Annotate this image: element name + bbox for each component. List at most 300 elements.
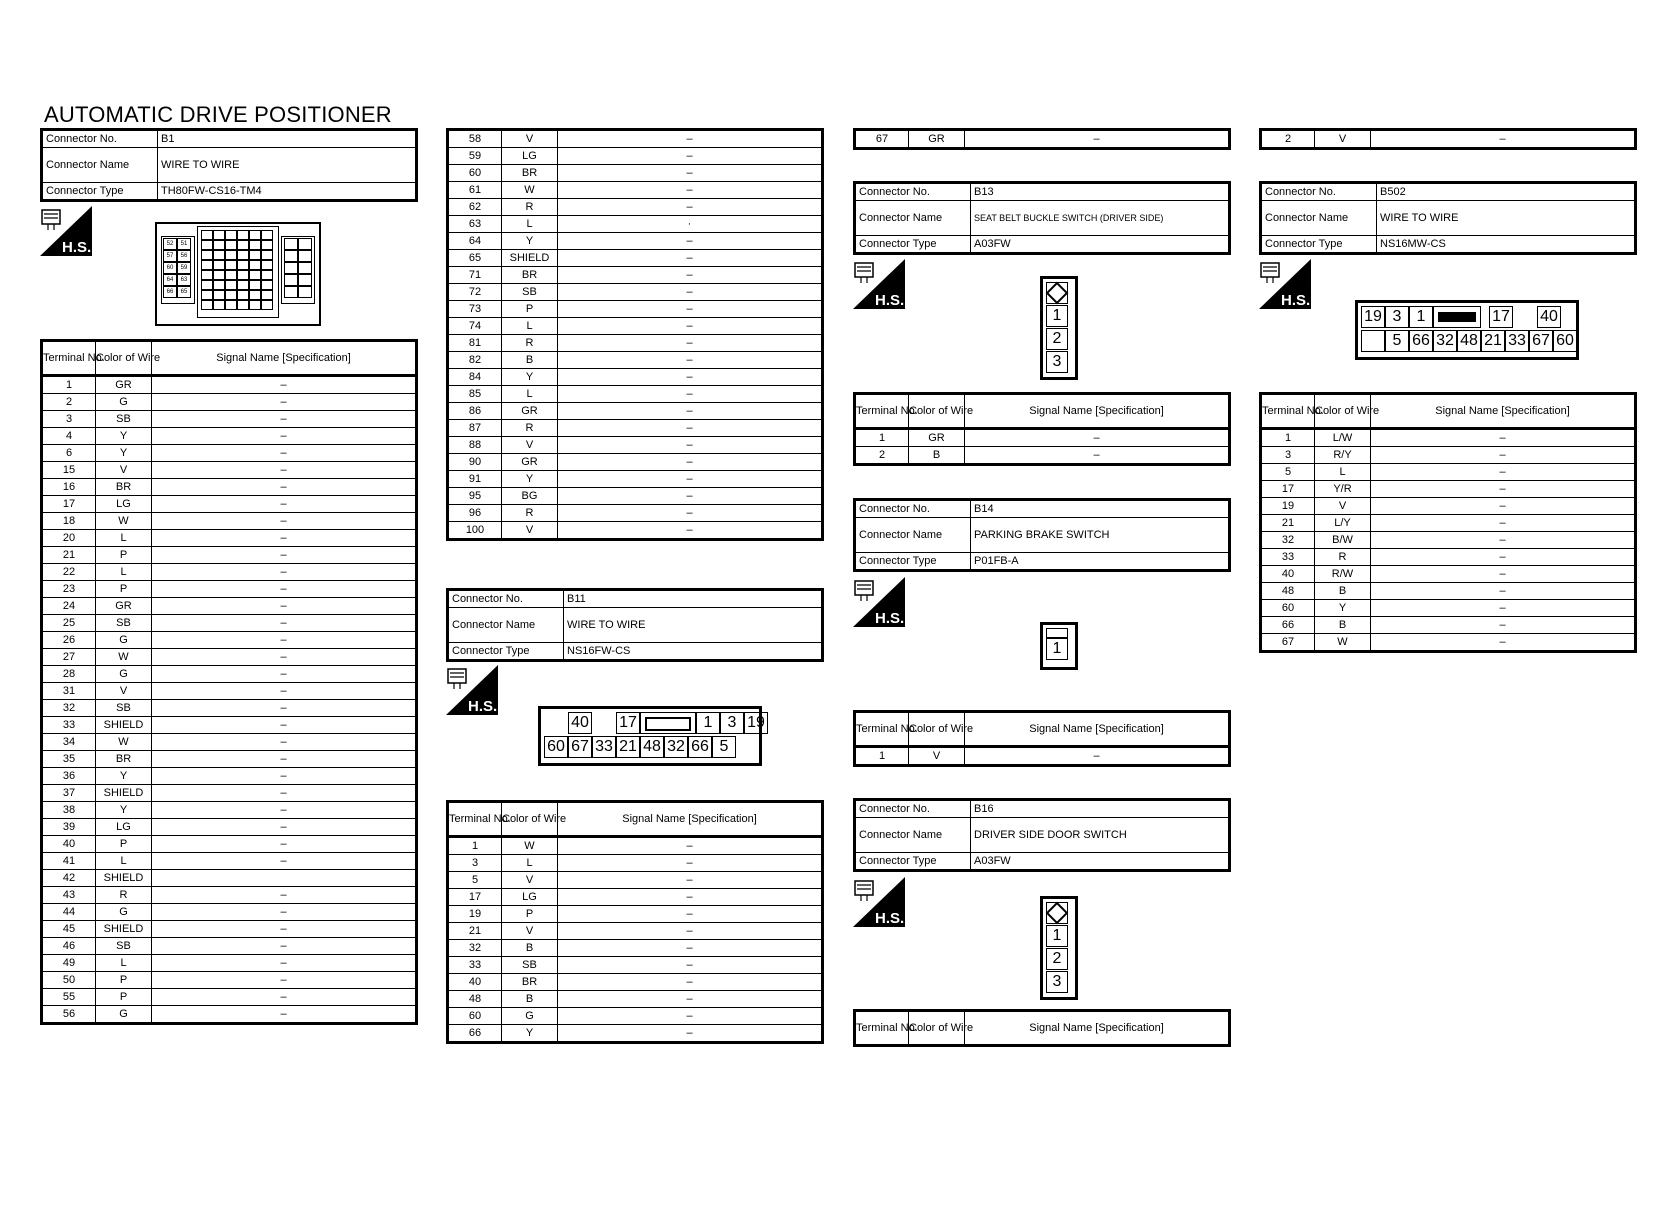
pin-cell	[237, 240, 249, 250]
color-cell: V	[96, 462, 152, 479]
connector-name-value: SEAT BELT BUCKLE SWITCH (DRIVER SIDE)	[971, 201, 1230, 236]
pin-cell	[201, 270, 213, 280]
terminal-cell: 17	[448, 889, 502, 906]
connector-name-value: WIRE TO WIRE	[1377, 201, 1636, 236]
color-cell: Y	[502, 233, 558, 250]
terminal-cell: 19	[1261, 498, 1315, 515]
b1-connector-face	[155, 222, 321, 326]
table-row	[42, 955, 417, 972]
pin-cell	[249, 300, 261, 310]
color-cell: V	[502, 130, 558, 148]
pin-cell	[237, 290, 249, 300]
hs-label: H.S.	[1281, 292, 1311, 309]
color-cell: G	[96, 904, 152, 921]
table-row	[448, 855, 823, 872]
signal-cell: –	[558, 974, 823, 991]
pin-cell	[249, 280, 261, 290]
column-1	[40, 128, 418, 202]
connector-type-label: Connector Type	[42, 183, 158, 201]
signal-cell: –	[558, 165, 823, 182]
terminal-cell: 40	[42, 836, 96, 853]
pin-cell: 2	[1046, 328, 1068, 350]
table-row	[855, 130, 1230, 149]
column-3-b14	[853, 498, 1231, 572]
signal-cell: –	[152, 819, 417, 836]
color-cell: Y	[96, 768, 152, 785]
signal-cell: –	[558, 301, 823, 318]
table-row	[448, 335, 823, 352]
terminal-cell: 6	[42, 445, 96, 462]
table-row	[448, 923, 823, 940]
pin-cell: 21	[1481, 330, 1505, 352]
terminal-cell: 85	[448, 386, 502, 403]
pin-cell: 67	[1529, 330, 1553, 352]
pin-cell	[225, 240, 237, 250]
connector-type-label: Connector Type	[855, 236, 971, 254]
pin-cell: 3	[1046, 351, 1068, 373]
pin-cell	[213, 250, 225, 260]
terminal-cell: 22	[42, 564, 96, 581]
b11-terminal-table-wrap	[446, 800, 824, 1044]
terminal-cell: 73	[448, 301, 502, 318]
b1-terminal-table-cont	[446, 128, 824, 541]
column-3-b16	[853, 798, 1231, 872]
key-slot	[1046, 628, 1068, 638]
terminal-cell: 65	[448, 250, 502, 267]
b16-cont-row-wrap	[1259, 128, 1637, 150]
color-cell: SB	[96, 411, 152, 428]
table-row	[448, 199, 823, 216]
terminal-cell: 2	[1261, 130, 1315, 149]
pin-cell: 33	[592, 736, 616, 758]
key-slot	[1046, 902, 1068, 924]
hs-label: H.S.	[875, 292, 905, 309]
pin-cell: 5	[712, 736, 736, 758]
terminal-cell: 41	[42, 853, 96, 870]
table-row	[448, 837, 823, 855]
color-cell: P	[96, 989, 152, 1006]
table-row	[42, 802, 417, 819]
pin-cell: 48	[640, 736, 664, 758]
terminal-cell: 66	[1261, 617, 1315, 634]
pin-cell	[225, 250, 237, 260]
color-cell: V	[96, 683, 152, 700]
signal-cell: –	[152, 751, 417, 768]
color-cell: Y/R	[1315, 481, 1371, 498]
b11-cont-row-wrap	[853, 128, 1231, 150]
color-cell: R	[1315, 549, 1371, 566]
color-cell: W	[1315, 634, 1371, 652]
pin-cell: 64	[163, 274, 177, 286]
color-cell: G	[502, 1008, 558, 1025]
color-cell: L	[1315, 464, 1371, 481]
signal-cell: –	[152, 632, 417, 649]
pin-cell: 33	[1505, 330, 1529, 352]
pin-cell: 1	[696, 712, 720, 734]
harness-side-icon	[40, 206, 92, 256]
pin-cell	[298, 250, 312, 262]
pin-cell: 65	[177, 286, 191, 298]
pin-cell	[201, 290, 213, 300]
table-row	[448, 889, 823, 906]
terminal-cell: 27	[42, 649, 96, 666]
table-row	[42, 581, 417, 598]
signal-cell: ·	[558, 216, 823, 233]
pin-cell: 66	[688, 736, 712, 758]
b502-terminal-table-wrap	[1259, 392, 1637, 653]
terminal-cell: 64	[448, 233, 502, 250]
color-cell: Y	[502, 471, 558, 488]
table-row	[42, 972, 417, 989]
connector-name-value: WIRE TO WIRE	[158, 148, 417, 183]
hs-label: H.S.	[468, 698, 498, 715]
table-row	[42, 785, 417, 802]
pin-cell: 3	[1385, 306, 1409, 328]
signal-cell: –	[558, 940, 823, 957]
signal-cell: –	[558, 369, 823, 386]
connector-type-label: Connector Type	[1261, 236, 1377, 254]
table-row	[448, 386, 823, 403]
connector-no-label: Connector No.	[855, 183, 971, 201]
connector-no-value: B13	[971, 183, 1230, 201]
table-row	[42, 547, 417, 564]
signal-cell: –	[152, 938, 417, 955]
signal-cell: –	[558, 352, 823, 369]
connector-name-value: WIRE TO WIRE	[564, 608, 823, 643]
signal-cell: –	[152, 921, 417, 938]
table-row	[855, 447, 1230, 465]
connector-no-value: B502	[1377, 183, 1636, 201]
connector-name-label: Connector Name	[855, 518, 971, 553]
signal-name-header: Signal Name [Specification]	[965, 394, 1230, 429]
table-row	[448, 420, 823, 437]
pin-cell	[261, 240, 273, 250]
signal-cell: –	[558, 318, 823, 335]
table-row	[1261, 464, 1636, 481]
signal-cell: –	[1371, 566, 1636, 583]
terminal-cell: 82	[448, 352, 502, 369]
terminal-cell: 3	[448, 855, 502, 872]
color-cell: P	[96, 547, 152, 564]
terminal-cell: 88	[448, 437, 502, 454]
terminal-cell: 21	[1261, 515, 1315, 532]
b502-connector-face	[1355, 300, 1579, 360]
color-cell: GR	[502, 403, 558, 420]
signal-cell: –	[152, 462, 417, 479]
signal-cell: –	[558, 437, 823, 454]
table-row	[448, 906, 823, 923]
table-row	[42, 564, 417, 581]
signal-cell: –	[152, 904, 417, 921]
color-cell: P	[96, 581, 152, 598]
pin-cell	[249, 230, 261, 240]
signal-cell: –	[558, 403, 823, 420]
signal-cell: –	[152, 547, 417, 564]
terminal-no-header: Terminal No.	[855, 394, 909, 429]
color-cell: SB	[96, 615, 152, 632]
color-of-wire-header: Color of Wire	[909, 1011, 965, 1046]
table-row	[448, 318, 823, 335]
color-cell: W	[96, 734, 152, 751]
b14-terminal-table-wrap	[853, 710, 1231, 767]
table-row	[1261, 583, 1636, 600]
table-row	[448, 148, 823, 165]
terminal-cell: 60	[448, 165, 502, 182]
terminal-cell: 38	[42, 802, 96, 819]
table-row	[448, 872, 823, 889]
signal-cell: –	[965, 429, 1230, 447]
b1-terminal-table-wrap	[40, 339, 418, 1025]
signal-cell: –	[558, 250, 823, 267]
table-row	[42, 411, 417, 428]
color-cell: V	[502, 923, 558, 940]
pin-cell: 1	[1409, 306, 1433, 328]
table-row	[448, 974, 823, 991]
signal-cell: –	[152, 887, 417, 904]
signal-cell	[152, 870, 417, 887]
signal-cell: –	[152, 683, 417, 700]
color-cell: L/W	[1315, 429, 1371, 447]
pin-cell: 19	[1361, 306, 1385, 328]
terminal-cell: 100	[448, 522, 502, 540]
terminal-no-header: Terminal No.	[855, 1011, 909, 1046]
color-cell: SHIELD	[96, 870, 152, 887]
signal-cell: –	[1371, 498, 1636, 515]
color-of-wire-header: Color of Wire	[96, 341, 152, 376]
terminal-cell: 20	[42, 530, 96, 547]
b14-connector-face	[1040, 622, 1078, 670]
terminal-cell: 16	[42, 479, 96, 496]
signal-cell: –	[152, 564, 417, 581]
table-row	[448, 216, 823, 233]
signal-cell: –	[558, 454, 823, 471]
pin-cell	[284, 286, 298, 298]
connector-no-label: Connector No.	[855, 500, 971, 518]
connector-type-label: Connector Type	[448, 643, 564, 661]
pin-cell	[201, 260, 213, 270]
table-row	[42, 666, 417, 683]
terminal-cell: 37	[42, 785, 96, 802]
pin-cell: 3	[1046, 971, 1068, 993]
b11-terminal-table	[446, 800, 824, 1044]
signal-cell: –	[558, 1025, 823, 1043]
terminal-cell: 56	[42, 1006, 96, 1024]
color-cell: R/Y	[1315, 447, 1371, 464]
signal-cell: –	[1371, 549, 1636, 566]
color-cell: G	[96, 666, 152, 683]
b16-terminal-table-cont	[1259, 128, 1637, 150]
table-row	[1261, 498, 1636, 515]
signal-cell: –	[558, 906, 823, 923]
table-row	[42, 1006, 417, 1024]
pin-cell: 17	[616, 712, 640, 734]
pin-cell: 5	[1385, 330, 1409, 352]
terminal-cell: 62	[448, 199, 502, 216]
terminal-cell: 3	[1261, 447, 1315, 464]
b11-connector-face	[538, 706, 765, 766]
signal-cell: –	[152, 734, 417, 751]
signal-cell: –	[1371, 447, 1636, 464]
b502-terminal-table	[1259, 392, 1637, 653]
hs-label: H.S.	[875, 910, 905, 927]
table-row	[42, 938, 417, 955]
color-cell: B/W	[1315, 532, 1371, 549]
signal-cell: –	[152, 700, 417, 717]
signal-cell: –	[152, 411, 417, 428]
terminal-cell: 17	[1261, 481, 1315, 498]
color-cell: LG	[502, 889, 558, 906]
terminal-cell: 32	[1261, 532, 1315, 549]
table-row	[448, 369, 823, 386]
signal-cell: –	[558, 957, 823, 974]
connector-info-b1	[40, 128, 418, 202]
color-cell: BR	[502, 974, 558, 991]
pin-cell	[284, 250, 298, 262]
terminal-cell: 66	[448, 1025, 502, 1043]
connector-info-b11	[446, 588, 824, 662]
table-row	[42, 649, 417, 666]
terminal-cell: 33	[42, 717, 96, 734]
terminal-cell: 84	[448, 369, 502, 386]
color-cell: P	[502, 906, 558, 923]
page-title: AUTOMATIC DRIVE POSITIONER	[44, 102, 392, 127]
terminal-cell: 81	[448, 335, 502, 352]
pin-cell: 40	[568, 712, 592, 734]
color-of-wire-header: Color of Wire	[909, 394, 965, 429]
color-cell: L	[502, 216, 558, 233]
table-row	[448, 437, 823, 454]
terminal-cell: 33	[448, 957, 502, 974]
signal-cell: –	[152, 666, 417, 683]
signal-cell: –	[558, 335, 823, 352]
color-cell: SHIELD	[96, 785, 152, 802]
table-row	[42, 462, 417, 479]
terminal-cell: 59	[448, 148, 502, 165]
pin-cell	[201, 250, 213, 260]
table-row	[42, 394, 417, 411]
table-row	[448, 301, 823, 318]
connector-info-b16	[853, 798, 1231, 872]
color-cell: P	[96, 972, 152, 989]
pin-cell: 59	[177, 262, 191, 274]
pin-cell: 1	[1046, 638, 1068, 660]
table-row	[855, 747, 1230, 766]
pin-cell	[261, 260, 273, 270]
connector-name-label: Connector Name	[855, 201, 971, 236]
signal-cell: –	[558, 522, 823, 540]
color-cell: SHIELD	[96, 717, 152, 734]
hs-label: H.S.	[875, 610, 905, 627]
pin-cell	[249, 270, 261, 280]
terminal-no-header: Terminal No.	[448, 802, 502, 837]
b13-terminal-table	[853, 392, 1231, 466]
terminal-cell: 42	[42, 870, 96, 887]
terminal-cell: 40	[1261, 566, 1315, 583]
connector-no-value: B16	[971, 800, 1230, 818]
terminal-cell: 17	[42, 496, 96, 513]
color-cell: L	[96, 564, 152, 581]
b16-terminal-table-wrap	[853, 1009, 1231, 1047]
pin-cell: 32	[664, 736, 688, 758]
table-row	[448, 250, 823, 267]
pin-cell	[261, 270, 273, 280]
color-of-wire-header: Color of Wire	[1315, 394, 1371, 429]
signal-cell: –	[558, 505, 823, 522]
color-cell: P	[96, 836, 152, 853]
signal-cell: –	[558, 130, 823, 148]
signal-cell: –	[152, 802, 417, 819]
table-row	[42, 376, 417, 394]
pin-cell	[284, 262, 298, 274]
table-row	[42, 445, 417, 462]
signal-cell: –	[152, 768, 417, 785]
pin-cell	[225, 300, 237, 310]
pin-cell: 32	[1433, 330, 1457, 352]
signal-cell: –	[558, 233, 823, 250]
terminal-cell: 45	[42, 921, 96, 938]
b1-terminal-table-cont-wrap	[446, 128, 824, 541]
signal-cell: –	[152, 479, 417, 496]
terminal-cell: 25	[42, 615, 96, 632]
pin-cell: 1	[1046, 925, 1068, 947]
connector-name-label: Connector Name	[1261, 201, 1377, 236]
signal-cell: –	[558, 471, 823, 488]
color-cell: L	[96, 853, 152, 870]
signal-cell: –	[558, 284, 823, 301]
terminal-cell: 1	[855, 747, 909, 766]
pin-cell	[261, 250, 273, 260]
color-cell: W	[502, 182, 558, 199]
signal-cell: –	[152, 598, 417, 615]
signal-cell: –	[558, 872, 823, 889]
color-cell: L	[96, 955, 152, 972]
color-cell: B	[502, 991, 558, 1008]
pin-cell: 3	[720, 712, 744, 734]
color-cell: B	[502, 940, 558, 957]
terminal-cell: 50	[42, 972, 96, 989]
terminal-no-header: Terminal No.	[42, 341, 96, 376]
pin-cell	[237, 300, 249, 310]
connector-no-label: Connector No.	[855, 800, 971, 818]
terminal-cell: 86	[448, 403, 502, 420]
table-row	[42, 496, 417, 513]
connector-no-value: B11	[564, 590, 823, 608]
signal-cell: –	[558, 267, 823, 284]
table-row	[42, 870, 417, 887]
pin-cell	[225, 260, 237, 270]
color-cell: LG	[96, 819, 152, 836]
connector-type-value: NS16MW-CS	[1377, 236, 1636, 254]
terminal-cell: 32	[42, 700, 96, 717]
signal-cell: –	[558, 1008, 823, 1025]
harness-side-icon	[853, 577, 905, 627]
table-row	[448, 454, 823, 471]
color-cell: GR	[502, 454, 558, 471]
terminal-cell: 1	[855, 429, 909, 447]
signal-cell: –	[1371, 600, 1636, 617]
color-cell: W	[96, 649, 152, 666]
signal-cell: –	[152, 853, 417, 870]
color-cell: B	[909, 447, 965, 465]
table-row	[1261, 600, 1636, 617]
color-cell: LG	[96, 496, 152, 513]
signal-cell: –	[152, 989, 417, 1006]
key-slot	[1433, 306, 1481, 328]
terminal-cell: 71	[448, 267, 502, 284]
connector-name-label: Connector Name	[42, 148, 158, 183]
pin-cell	[261, 300, 273, 310]
signal-cell: –	[152, 376, 417, 394]
